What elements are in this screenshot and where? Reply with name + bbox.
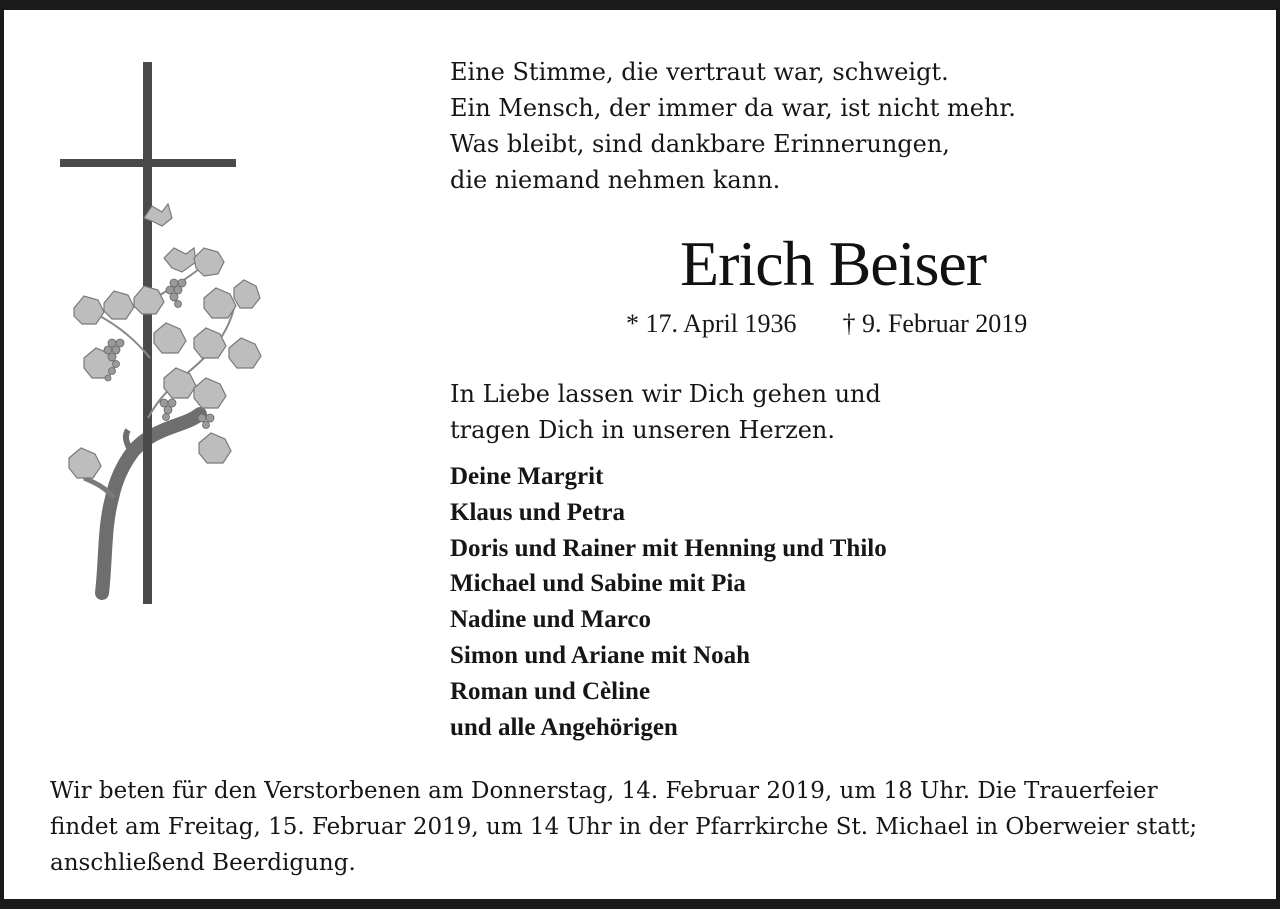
farewell-text xyxy=(450,376,881,448)
poem-line: Eine Stimme, die vertraut war, schweigt. xyxy=(450,58,949,86)
farewell-line: tragen Dich in unseren Herzen. xyxy=(450,416,836,444)
mourner-entry: Roman und Cèline xyxy=(450,677,651,705)
mourner-entry: Deine Margrit xyxy=(450,463,604,490)
mourner-entry: und alle Angehörigen xyxy=(450,713,678,741)
mourner-entry: Klaus und Petra xyxy=(450,498,626,526)
poem-line: die niemand nehmen kann. xyxy=(450,166,781,194)
death-date: † 9. Februar 2019 xyxy=(842,309,1028,338)
notice-line: Wir beten für den Verstorbenen am Donnerstag, 14. Februar 2019, um 18 Uhr. Die Trauerfeier xyxy=(50,778,1158,804)
notice-line: anschließend Beerdigung. xyxy=(50,850,356,876)
mourner-entry: Simon und Ariane mit Noah xyxy=(450,641,751,669)
poem-line: Ein Mensch, der immer da war, ist nicht mehr. xyxy=(450,94,1016,122)
farewell-line: In Liebe lassen wir Dich gehen und xyxy=(450,380,881,408)
mourners-list xyxy=(450,459,887,745)
service-notice xyxy=(50,773,1250,881)
mourner-entry: Doris und Rainer mit Henning und Thilo xyxy=(450,534,887,562)
notice-line: findet am Freitag, 15. Februar 2019, um 14 Uhr in der Pfarrkirche St. Michael in Oberweier statt; xyxy=(50,814,1198,840)
mourner-entry: Michael und Sabine mit Pia xyxy=(450,570,746,598)
life-dates xyxy=(626,306,1027,342)
poem-line: Was bleibt, sind dankbare Erinnerungen, xyxy=(450,130,950,158)
birth-date: * 17. April 1936 xyxy=(626,309,797,338)
mourner-entry: Nadine und Marco xyxy=(450,606,651,634)
cross-with-grapevine-icon xyxy=(54,58,274,610)
memorial-poem xyxy=(450,54,1016,198)
deceased-name: Erich Beiser xyxy=(680,228,987,299)
